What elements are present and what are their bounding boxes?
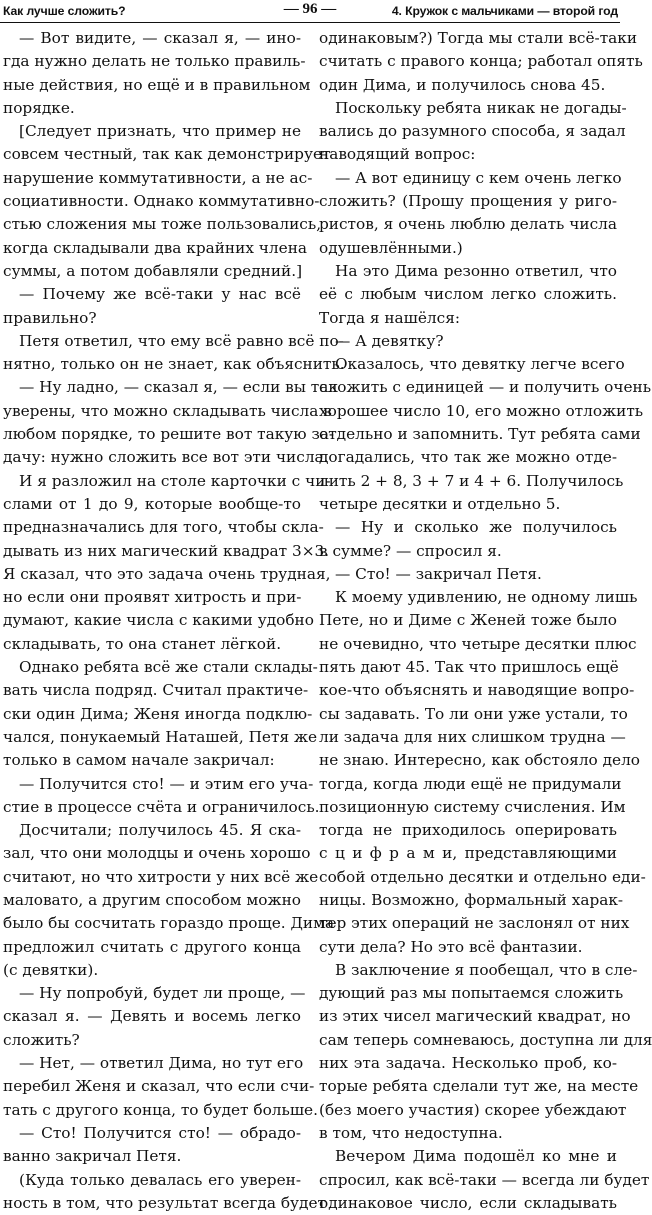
text-line: вались до разумного способа, я задал [319, 122, 626, 141]
text-line: лить 2 + 8, 3 + 7 и 4 + 6. Получилось [319, 471, 624, 490]
text-line: с ц и ф р а м и, представляющими [319, 844, 617, 863]
text-line: (с девятки). [3, 960, 99, 979]
text-line: — Ну ладно, — сказал я, — если вы так [19, 378, 338, 397]
page-number: — 96 — [283, 1, 337, 17]
text-line: В заключение я пообещал, что в сле- [335, 960, 638, 979]
text-line: — Ну попробуй, будет ли проще, — [19, 984, 306, 1003]
text-line: не знаю. Интересно, как обстояло дело [319, 751, 641, 770]
text-line: сложить? (Прошу прощения у риго- [319, 192, 617, 211]
text-line: в том, что недоступна. [319, 1123, 503, 1142]
text-line: спросил, как всё-таки — всегда ли будет [319, 1170, 650, 1189]
text-line: ные действия, но ещё и в правильном [3, 75, 311, 94]
left-text-column [3, 27, 345, 1215]
text-line: тогда не приходилось оперировать [319, 821, 617, 840]
text-line: Поскольку ребята никак не догады- [335, 98, 627, 117]
text-line: собой отдельно десятки и отдельно еди- [319, 867, 646, 886]
text-line: ность в том, что результат всегда будет [3, 1193, 326, 1212]
text-line: правильно? [3, 308, 97, 327]
text-line: четыре десятки и отдельно 5. [319, 494, 561, 513]
text-line: в сумме? — спросил я. [319, 541, 502, 560]
text-line: кое-что объяснять и наводящие вопро- [319, 681, 635, 700]
text-line: Вечером Дима подошёл ко мне и [335, 1147, 617, 1166]
text-line: гда нужно делать не только правиль- [3, 52, 306, 71]
text-line: Петя ответил, что ему всё равно всё по- [19, 331, 344, 350]
text-line: ницы. Возможно, формальный харак- [319, 890, 624, 909]
text-line: — Нет, — ответил Дима, но тут его [19, 1054, 304, 1073]
text-line: На это Дима резонно ответил, что [335, 261, 617, 280]
text-line: дующий раз мы попытаемся сложить [319, 984, 624, 1003]
text-line: — А вот единицу с кем очень легко [335, 168, 622, 187]
text-line: один Дима, и получилось снова 45. [319, 75, 606, 94]
text-line: совсем честный, так как демонстрирует [3, 145, 331, 164]
text-line: суммы, а потом добавляли средний.] [3, 261, 303, 280]
text-line: (без моего участия) скорее убеждают [319, 1100, 627, 1119]
text-line: догадались, что так же можно отде- [319, 448, 617, 467]
text-line: [Следует признать, что пример не [19, 122, 301, 141]
text-line: стие в процессе счёта и ограничилось. [3, 797, 320, 816]
text-line: маловато, а другим способом можно [3, 890, 301, 909]
text-line: Пете, но и Диме с Женей тоже было [319, 611, 617, 630]
text-line: позиционную систему счисления. Им [319, 797, 626, 816]
text-line: одинаковое число, если складывать [319, 1193, 617, 1212]
text-line: нарушение коммутативности, а не ас- [3, 168, 313, 187]
text-line: Однако ребята всё же стали склады- [19, 658, 318, 677]
text-line: хорошее число 10, его можно отложить [319, 401, 644, 420]
text-line: сути дела? Но это всё фантазии. [319, 937, 583, 956]
text-line: перебил Женя и сказал, что если счи- [3, 1077, 315, 1096]
right-text-column [319, 27, 652, 1215]
running-title-right: 4. Кружок с мальчиками — второй год [391, 4, 618, 18]
text-line: Тогда я нашёлся: [319, 308, 461, 327]
text-line: ванно закричал Петя. [3, 1147, 182, 1166]
text-line: Оказалось, что девятку легче всего [335, 355, 625, 374]
text-line: сложить? [3, 1030, 80, 1049]
text-line: её с любым числом легко сложить. [319, 285, 617, 304]
text-line: тать с другого конца, то будет больше. [3, 1100, 318, 1119]
text-line: пять дают 45. Так что пришлось ещё [319, 658, 619, 677]
text-line: К моему удивлению, не одному лишь [335, 588, 638, 607]
text-line: из этих чисел магический квадрат, но [319, 1007, 631, 1026]
text-line: нятно, только он не знает, как объяснить. [3, 355, 345, 374]
text-line: ристов, я очень люблю делать числа [319, 215, 617, 234]
text-line: — Сто! Получится сто! — обрадо- [19, 1123, 301, 1142]
text-line: сказал я. — Девять и восемь легко [3, 1007, 301, 1026]
text-line: — А девятку? [335, 331, 444, 350]
text-line: порядке. [3, 98, 75, 117]
text-line: зал, что они молодцы и очень хорошо [3, 844, 311, 863]
text-line: вать числа подряд. Считал практиче- [3, 681, 309, 700]
text-line: — Ну и сколько же получилось [335, 518, 617, 537]
text-line: — Почему же всё-таки у нас всё [19, 285, 301, 304]
text-line: сам теперь сомневаюсь, доступна ли для [319, 1030, 652, 1049]
text-line: тогда, когда люди ещё не придумали [319, 774, 622, 793]
text-line: И я разложил на столе карточки с чи- [19, 471, 331, 490]
text-line: — Сто! — закричал Петя. [335, 564, 542, 583]
text-line: сложить с единицей — и получить очень [319, 378, 652, 397]
text-line: сы задавать. То ли они уже устали, то [319, 704, 628, 723]
text-line: предназначались для того, чтобы скла- [3, 518, 324, 537]
text-line: было бы сосчитать гораздо проще. Дима [3, 914, 335, 933]
text-line: одушевлёнными.) [319, 238, 463, 257]
text-line: торые ребята сделали тут же, на месте [319, 1077, 639, 1096]
text-line: уверены, что можно складывать числа в [3, 401, 332, 420]
text-line: предложил считать с другого конца [3, 937, 301, 956]
text-line: ски один Дима; Женя иногда подклю- [3, 704, 313, 723]
text-line: складывать, то она станет лёгкой. [3, 634, 282, 653]
text-line: — Вот видите, — сказал я, — ино- [19, 29, 301, 47]
text-line: но если они проявят хитрость и при- [3, 588, 302, 607]
text-line: любом порядке, то решите вот такую за- [3, 425, 335, 444]
text-line: только в самом начале закричал: [3, 751, 275, 770]
text-line: отдельно и запомнить. Тут ребята сами [319, 425, 641, 444]
text-line: (Куда только девалась его уверен- [19, 1170, 301, 1189]
text-line: считать с правого конца; работал опять [319, 52, 643, 71]
text-line: слами от 1 до 9, которые вообще-то [3, 494, 301, 513]
text-line: социативности. Однако коммутативно- [3, 192, 320, 211]
text-line: одинаковым?) Тогда мы стали всё-таки [319, 29, 638, 47]
running-header [0, 0, 620, 23]
text-line: — Получится сто! — и этим его уча- [19, 774, 314, 793]
text-line: не очевидно, что четыре десятки плюс [319, 634, 637, 653]
text-line: наводящий вопрос: [319, 145, 476, 164]
text-line: стью сложения мы тоже пользовались, [3, 215, 322, 234]
text-line: Я сказал, что это задача очень трудная, [3, 564, 331, 583]
running-title-left: Как лучше сложить? [3, 4, 126, 18]
text-line: дачу: нужно сложить все вот эти числа. [3, 448, 329, 467]
text-line: думают, какие числа с какими удобно [3, 611, 314, 630]
text-line: дывать из них магический квадрат 3×3. [3, 541, 330, 560]
text-line: чался, понукаемый Наташей, Петя же [3, 727, 318, 746]
text-line: ли задача для них слишком трудна — [319, 727, 626, 746]
text-line: тер этих операций не заслонял от них [319, 914, 630, 933]
text-line: когда складывали два крайних члена [3, 238, 308, 257]
text-line: считают, но что хитрости у них всё же [3, 867, 319, 886]
text-line: них эта задача. Несколько проб, ко- [319, 1054, 617, 1073]
text-line: Досчитали; получилось 45. Я ска- [19, 821, 301, 840]
